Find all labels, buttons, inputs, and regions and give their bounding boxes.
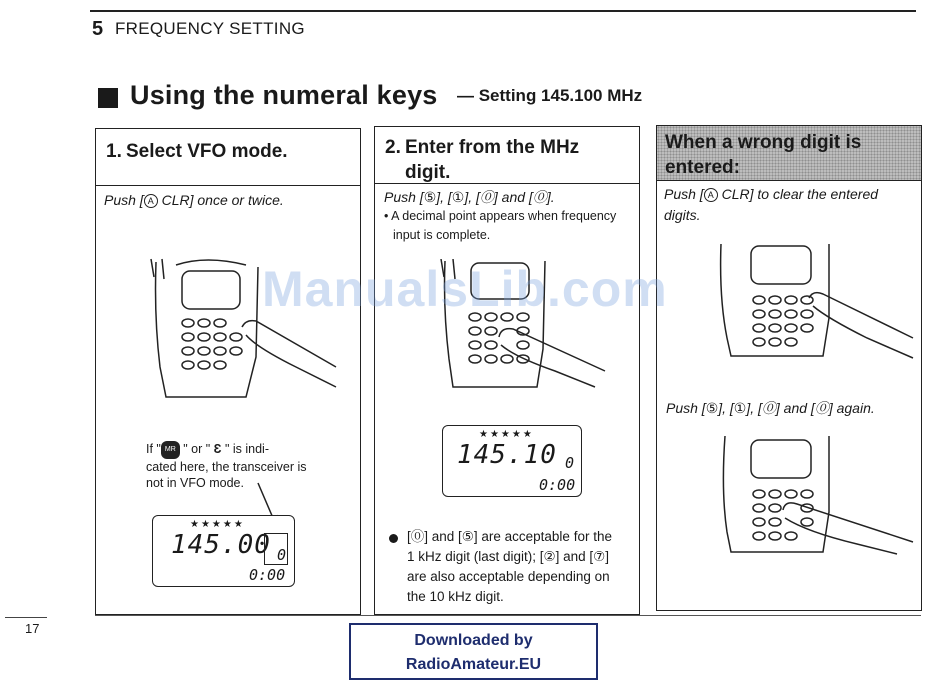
radio-display [471,263,529,299]
clr-key-icon: A [704,188,718,202]
page-title: Using the numeral keys [130,80,438,110]
panel-header [375,127,639,184]
panel-title-line2: entered: [665,157,740,178]
lcd-digit: 0 [277,546,287,564]
step-title-line2: digit. [405,162,451,183]
reenter-instruction: Push [⑤], [①], [⓪] and [⓪] again. [666,400,875,416]
instruction-text: Push [ [664,186,704,202]
radio-hand-illustration [435,259,615,389]
decimal-note [384,207,616,245]
note-text: [⓪] and [⑤] are acceptable for the [407,529,612,544]
panel-title [665,130,861,180]
note-text: the 10 kHz digit. [407,589,504,604]
step-title-line1: Enter from the MHz [405,137,580,158]
bottom-rule [95,615,921,616]
instruction [104,190,284,211]
radio-hand-illustration-2 [717,432,917,557]
top-rule [90,10,916,12]
page-number-rule [5,617,47,618]
panel-enter-mhz [374,126,640,615]
title-bullet-square [98,88,118,108]
radio-display [182,271,240,309]
lcd-mode: 0:00 [249,566,286,584]
note-text: input is complete. [393,228,491,242]
step-title: Select VFO mode. [126,141,288,162]
lcd-frequency: 145.00 [171,530,271,560]
panel-header [96,129,360,186]
lcd-mode: 0:00 [539,476,576,494]
page-subtitle: — Setting 145.100 MHz [457,86,643,105]
acceptable-digits-note [407,527,612,607]
instruction-text: CLR] to clear the entered [717,186,879,202]
page-number: 17 [25,621,40,636]
finger-outline [499,329,605,387]
lcd-display [152,515,295,587]
panel-title-line1: When a wrong digit is [665,132,862,153]
download-credit-line2[interactable]: RadioAmateur.EU [405,656,542,673]
memory-glyph-icon: Ɛ [213,442,222,456]
section-title: FREQUENCY SETTING [115,19,305,38]
watermark: ManualsLib.com [262,261,668,317]
note-text: " or " [179,442,214,456]
note-text: " is indi- [221,442,269,456]
instruction-text: CLR] once or twice. [157,192,284,208]
section-number: 5 [92,18,104,40]
mr-tag-icon: MR [161,441,180,459]
download-credit-line1: Downloaded by [414,632,533,649]
lcd-stars: ★★★★★ [190,519,245,530]
note-text: not in VFO mode. [146,476,244,490]
panel-header [657,126,921,181]
panel-title [106,139,288,164]
radio-body-outline [156,262,259,397]
note-text: • A decimal point appears when frequency [384,209,617,223]
panel-title [385,135,579,185]
note-text: If " [146,442,161,456]
radio-body-outline [445,261,546,387]
radio-display [751,440,811,478]
bullet-icon [389,534,398,543]
lcd-display [442,425,582,497]
lcd-stars: ★★★★★ [479,429,534,440]
instruction-text: Push [ [104,192,144,208]
note-text: are also acceptable depending on [407,569,610,584]
clr-key-icon: A [144,194,158,208]
step-number: 2. [385,137,401,158]
note-text: cated here, the transceiver is [146,460,307,474]
panel-select-vfo [95,128,361,615]
download-credit-box[interactable] [349,623,598,680]
radio-display [751,246,811,284]
instruction-text: digits. [664,207,701,223]
lcd-digit: 0 [565,454,575,472]
panel-wrong-digit [656,125,922,611]
step-number: 1. [106,141,122,162]
instruction: Push [⑤], [①], [⓪] and [⓪]. [384,189,555,205]
radio-hand-illustration [717,238,917,363]
clear-instruction [664,184,878,226]
radio-hand-illustration [146,257,346,402]
lcd-frequency: 145.10 [457,440,557,470]
note-text: 1 kHz digit (last digit); [②] and [⑦] [407,549,610,564]
